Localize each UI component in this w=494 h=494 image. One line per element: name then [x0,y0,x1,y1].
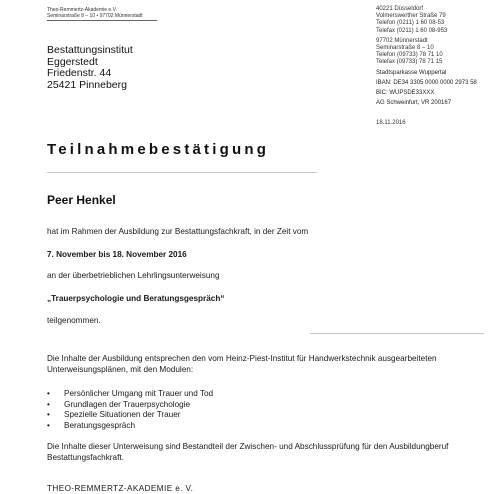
contact-line: Telefax (0211) 1 60 08-953 [376,27,448,34]
sender-address-line [47,7,143,19]
contact-line: Telefon (0211) 1 60 08-53 [376,20,445,27]
bullet-icon: • [47,410,50,420]
module-label: Spezielle Situationen der Trauer [64,410,181,420]
contact-block [376,6,477,107]
list-item [47,400,213,411]
sender-divider [47,20,157,21]
recipient-address [47,45,133,91]
module-label: Beratungsgespräch [64,420,136,430]
recipient-line: Friedenstr. 44 [47,67,112,79]
recipient-line: 25421 Pinneberg [47,78,127,91]
section-divider [310,333,484,334]
training-period: 7. November bis 18. November 2016 [47,250,187,259]
sender-name: Theo-Remmertz-Akademie e.V. [47,7,117,13]
bank-line: AG Schweinfurt, VR 200167 [376,100,452,107]
contact-line: Telefon (09733) 78 71 10 [376,52,443,59]
participation-statement: teilgenommen. [47,316,101,325]
footer-organization: THEO-REMMERTZ-AKADEMIE e. V. [47,484,194,493]
modules-list [47,389,213,431]
list-item [47,389,213,400]
document-date: 18.11.2016 [376,120,406,126]
contact-line: 97702 Münnerstadt [376,37,428,44]
contact-line: 40221 Düsseldorf [376,6,424,12]
list-item [47,410,213,421]
recipient-line: Eggerstedt [47,55,98,68]
sender-street: Seminarstraße 8 – 10 • 97702 Münnerstadt [47,13,143,19]
module-label: Grundlagen der Trauerpsychologie [64,399,191,409]
exam-paragraph: Die Inhalte dieser Unterweisung sind Bestandteil der Zwischen- und Abschlussprüfung für den Ausbildungberuf Bestattungsfachkraft. [47,442,449,462]
bank-line: Stadtsparkasse Wuppertal [376,69,447,76]
bullet-icon: • [47,420,50,430]
event-statement: an der überbetrieblichen Lehrlingsunterweisung [47,271,220,280]
course-title: „Trauerpsychologie und Beratungsgespräch“ [47,294,225,303]
contact-line: Seminarstraße 8 – 10 [376,45,434,52]
bullet-icon: • [47,399,50,409]
bank-line: BIC: WUPSDE33XXX [376,90,435,97]
contact-line: Telefax (09733) 78 71 15 [376,59,443,66]
page-title: Teilnahmebestätigung [47,141,270,158]
recipient-line: Bestattungsinstitut [47,44,133,56]
list-item [47,421,213,432]
bank-line: IBAN: DE34 3305 0000 0000 2973 58 [376,79,477,86]
participant-name: Peer Henkel [47,193,116,207]
module-label: Persönlicher Umgang mit Trauer und Tod [64,389,214,398]
modules-paragraph: Die Inhalte der Ausbildung entsprechen den vom Heinz-Piest-Institut für Handwerkstechnik ausgearbeiteten Unterweisungsplänen, mit den Modulen: [47,354,437,374]
title-divider [47,172,317,173]
training-statement: hat im Rahmen der Ausbildung zur Bestattungsfachkraft, in der Zeit vom [47,227,309,236]
bullet-icon: • [47,389,50,398]
contact-line: Volmerswerther Straße 79 [376,13,446,20]
